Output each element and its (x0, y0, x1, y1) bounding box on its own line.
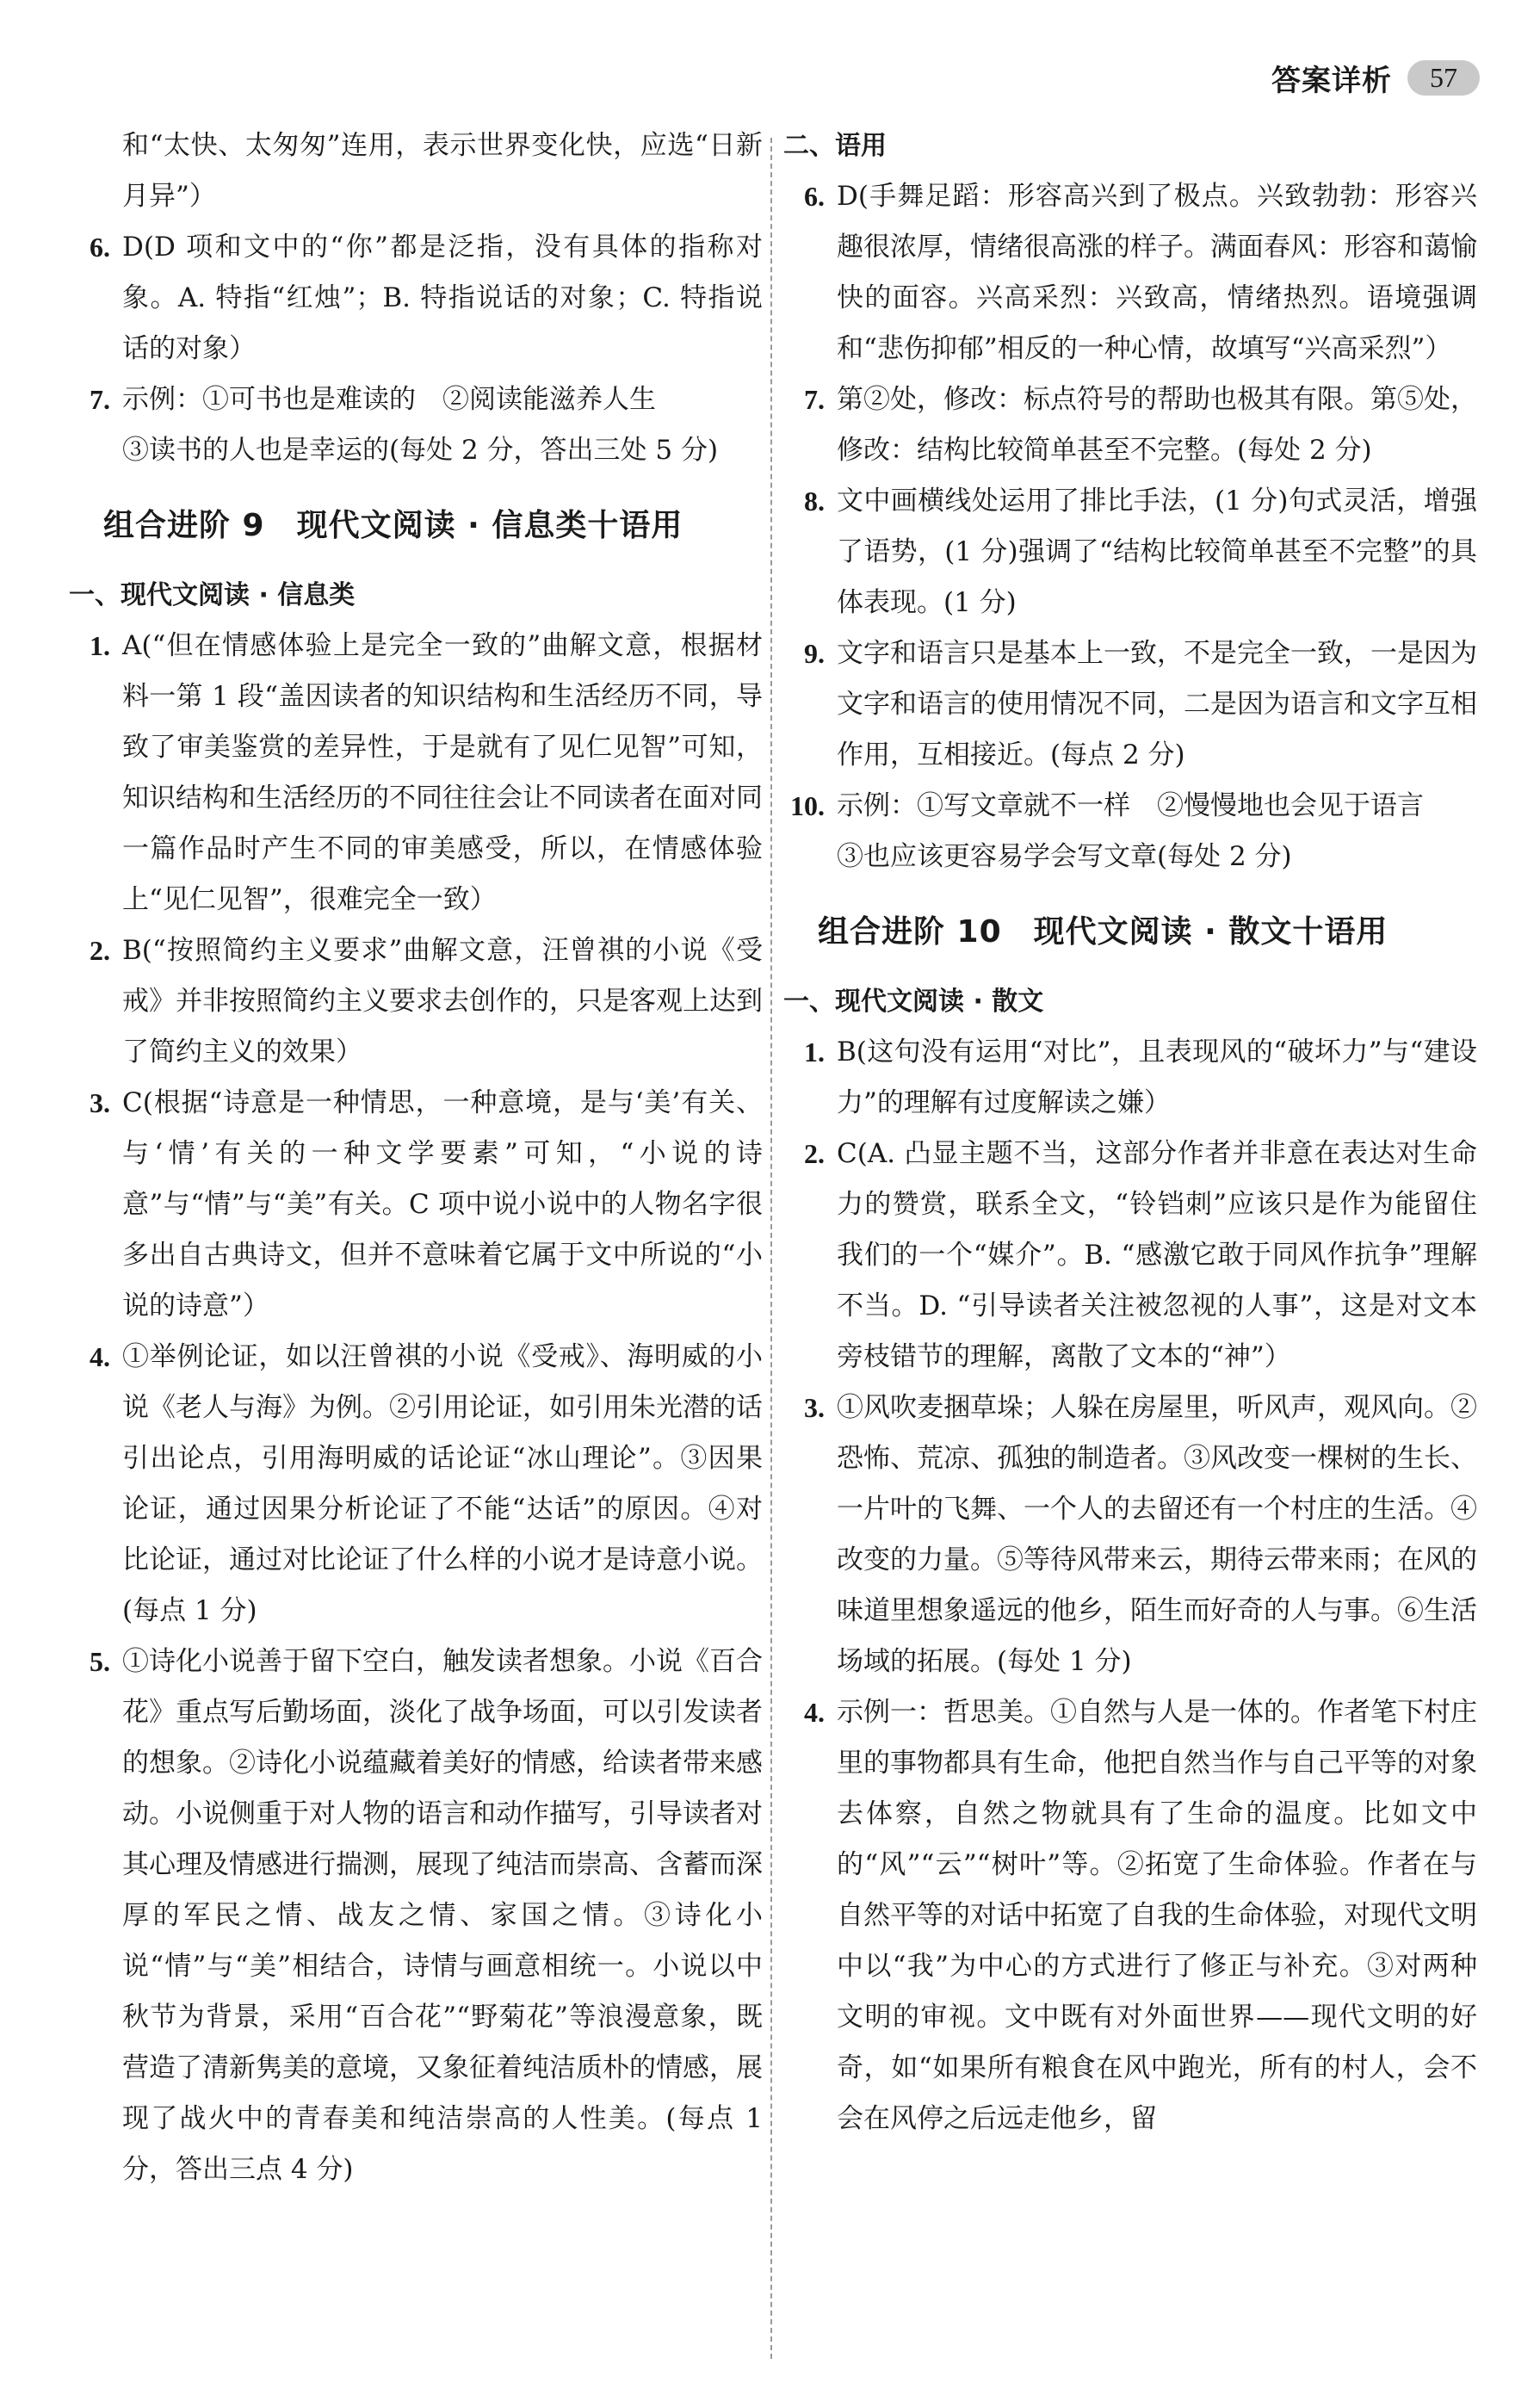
item-text-line: 示例：①可书也是难读的 ②阅读能滋养人生 (122, 384, 656, 415)
group-heading: 组合进阶 9 现代文阅读 · 信息类十语用 (103, 508, 683, 543)
item-number: 6. (804, 181, 825, 212)
column-divider (770, 138, 772, 2359)
section-heading: 一、现代文阅读 · 散文 (783, 987, 1044, 1017)
item-number: 3. (90, 1087, 110, 1118)
page-header (1271, 53, 1480, 102)
item-text: ①举例论证，如以汪曾祺的小说《受戒》、海明威的小说《老人与海》为例。②引用论证，如引用朱光潜的话引出论点，引用海明威的话论证“冰山理论”。③因果论证，通过因果分析论证了不能“达话”的原因。④对比论证，通过对比论证了什么样的小说才是诗意小说。(每点 1 分) (122, 1341, 763, 1626)
answer-item (783, 476, 1477, 628)
answer-item (69, 621, 763, 925)
right-column (783, 121, 1477, 2144)
section-heading: 二、语用 (783, 131, 887, 161)
item-text: B(这句没有运用“对比”，且表现风的“破坏力”与“建设力”的理解有过度解读之嫌） (837, 1037, 1477, 1118)
header-title: 答案详析 (1271, 63, 1392, 98)
answer-item (783, 374, 1477, 476)
answer-item (783, 628, 1477, 781)
page-number: 57 (1407, 60, 1480, 96)
answer-item (69, 925, 763, 1078)
item-number: 4. (90, 1341, 110, 1372)
item-number: 7. (804, 384, 825, 415)
item-number: 1. (804, 1037, 825, 1068)
answer-item (69, 374, 763, 476)
item-text: 第②处，修改：标点符号的帮助也极其有限。第⑤处，修改：结构比较简单甚至不完整。(每处 2 分) (837, 384, 1477, 466)
answer-item (69, 1637, 763, 2195)
left-column (69, 121, 763, 2195)
item-body (837, 781, 1477, 882)
item-text: ①风吹麦捆草垛；人躲在房屋里，听风声，观风向。②恐怖、荒凉、孤独的制造者。③风改变一棵树的生长、一片叶的飞舞、一个人的去留还有一个村庄的生活。④改变的力量。⑤等待风带来云，期待云带来雨；在风的味道里想象遥远的他乡，陌生而好奇的人与事。⑥生活场域的拓展。(每处 1 分) (837, 1392, 1477, 1677)
item-number: 6. (90, 232, 110, 263)
item-number: 4. (804, 1697, 825, 1728)
answer-item (783, 1027, 1477, 1129)
item-number: 9. (804, 638, 825, 669)
item-number: 10. (790, 790, 825, 821)
item-number: 8. (804, 486, 825, 517)
item-number: 2. (90, 935, 110, 966)
item-body (122, 374, 763, 476)
item-text: C(A. 凸显主题不当，这部分作者并非意在表达对生命力的赞赏，联系全文，“铃铛刺”应该只是作为能留住我们的一个“媒介”。B. “感激它敢于同风作抗争”理解不当。D. “引导读者关注被忽视的人事”，这是对文本旁枝错节的理解，离散了文本的“神”） (837, 1138, 1477, 1372)
item-text: C(根据“诗意是一种情思，一种意境，是与‘美’有关、与‘情’有关的一种文学要素”可知，“小说的诗意”与“情”与“美”有关。C 项中说小说中的人物名字很多出自古典诗文，但并不意味着它属于文中所说的“小说的诗意”） (122, 1087, 763, 1321)
answer-item (69, 1332, 763, 1637)
item-number: 7. (90, 384, 110, 415)
item-text: A(“但在情感体验上是完全一致的”曲解文意，根据材料一第 1 段“盖因读者的知识结构和生活经历不同，导致了审美鉴赏的差异性，于是就有了见仁见智”可知，知识结构和生活经历的不同往往会让不同读者在面对同一篇作品时产生不同的审美感受，所以，在情感体验上“见仁见智”，很难完全一致） (122, 630, 763, 915)
item-text: 示例一：哲思美。①自然与人是一体的。作者笔下村庄里的事物都具有生命，他把自然当作与自己平等的对象去体察，自然之物就具有了生命的温度。比如文中的“风”“云”“树叶”等。②拓宽了生命体验。作者在与自然平等的对话中拓宽了自我的生命体验，对现代文明中以“我”为中心的方式进行了修正与补充。③对两种文明的审视。文中既有对外面世界——现代文明的好奇，如“如果所有粮食在风中跑光，所有的村人，会不会在风停之后远走他乡，留 (837, 1697, 1477, 2134)
item-text: 文字和语言只是基本上一致，不是完全一致，一是因为文字和语言的使用情况不同，二是因为语言和文字互相作用，互相接近。(每点 2 分) (837, 638, 1477, 770)
item-number: 5. (90, 1646, 110, 1677)
continued-text: 和“太快、太匆匆”连用，表示世界变化快，应选“日新月异”） (122, 130, 763, 212)
item-number: 3. (804, 1392, 825, 1423)
answer-item (69, 222, 763, 374)
answer-item (69, 1078, 763, 1332)
item-text: B(“按照简约主义要求”曲解文意，汪曾祺的小说《受戒》并非按照简约主义要求去创作的，只是客观上达到了简约主义的效果） (122, 935, 763, 1068)
section-heading: 一、现代文阅读 · 信息类 (69, 580, 356, 610)
group-heading: 组合进阶 10 现代文阅读 · 散文十语用 (818, 914, 1388, 950)
item-text: D(D 项和文中的“你”都是泛指，没有具体的指称对象。A. 特指“红烛”；B. 特指说话的对象；C. 特指说话的对象） (122, 232, 763, 364)
answer-item (783, 171, 1477, 374)
item-text: 文中画横线处运用了排比手法，(1 分)句式灵活，增强了语势，(1 分)强调了“结构比较简单甚至不完整”的具体表现。(1 分) (837, 486, 1477, 618)
item-text-line: 示例：①写文章就不一样 ②慢慢地也会见于语言 (837, 790, 1424, 821)
item-text: D(手舞足蹈：形容高兴到了极点。兴致勃勃：形容兴趣很浓厚，情绪很高涨的样子。满面春风：形容和蔼愉快的面容。兴高采烈：兴致高，情绪热烈。语境强调和“悲伤抑郁”相反的一种心情，故填写“兴高采烈”） (837, 181, 1477, 364)
answer-item (783, 1129, 1477, 1383)
item-text-line: ③也应该更容易学会写文章(每处 2 分) (837, 841, 1292, 872)
answer-item (783, 781, 1477, 882)
answer-item (783, 1687, 1477, 2144)
item-text: ①诗化小说善于留下空白，触发读者想象。小说《百合花》重点写后勤场面，淡化了战争场面，可以引发读者的想象。②诗化小说蕴藏着美好的情感，给读者带来感动。小说侧重于对人物的语言和动作描写，引导读者对其心理及情感进行揣测，展现了纯洁而崇高、含蓄而深厚的军民之情、战友之情、家国之情。③诗化小说“情”与“美”相结合，诗情与画意相统一。小说以中秋节为背景，采用“百合花”“野菊花”等浪漫意象，既营造了清新隽美的意境，又象征着纯洁质朴的情感，展现了战火中的青春美和纯洁崇高的人性美。(每点 1 分，答出三点 4 分) (122, 1646, 763, 2185)
item-text-line: ③读书的人也是幸运的(每处 2 分，答出三处 5 分) (122, 435, 719, 466)
answer-item (783, 1383, 1477, 1687)
item-number: 2. (804, 1138, 825, 1169)
item-number: 1. (90, 630, 110, 661)
